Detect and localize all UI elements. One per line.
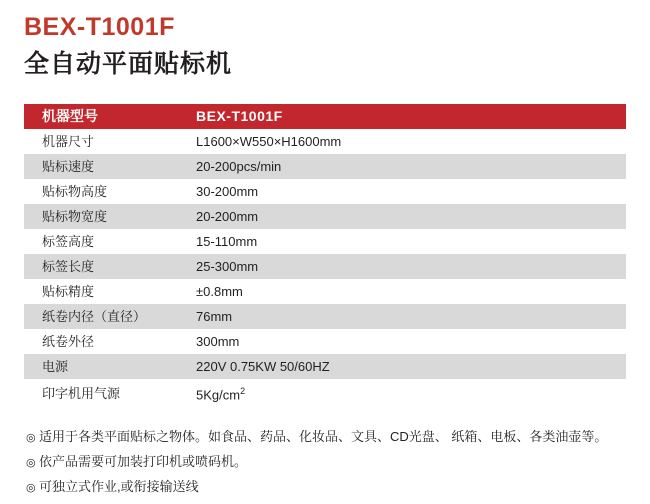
bullet-icon: ◎: [26, 432, 36, 445]
model-code-title: BEX-T1001F: [24, 13, 175, 41]
row-value: 15-110mm: [182, 229, 626, 254]
row-label: 机器尺寸: [24, 129, 182, 154]
bullet-icon: ◎: [26, 457, 36, 470]
table-row: [24, 179, 626, 204]
row-label: 纸卷外径: [24, 329, 182, 354]
notes-list: [24, 425, 626, 500]
table-header-value: BEX-T1001F: [182, 104, 626, 129]
table-row: [24, 254, 626, 279]
table-row: [24, 329, 626, 354]
row-value: 76mm: [182, 304, 626, 329]
specification-table: [24, 104, 626, 407]
row-label: 贴标物高度: [24, 179, 182, 204]
row-value: 30-200mm: [182, 179, 626, 204]
row-label: 电源: [24, 354, 182, 379]
note-text: 依产品需要可加装打印机或喷码机。: [39, 454, 248, 470]
row-value: 20-200mm: [182, 204, 626, 229]
row-value-text: 5Kg/cm: [196, 387, 241, 403]
row-label: 标签高度: [24, 229, 182, 254]
row-label: 纸卷内径（直径）: [24, 304, 182, 329]
note-item: [26, 475, 626, 500]
row-value-superscript: 2: [240, 386, 246, 396]
row-value: ±0.8mm: [182, 279, 626, 304]
table-row: [24, 379, 626, 407]
table-row: [24, 129, 626, 154]
note-item: [26, 450, 626, 475]
table-header-label: 机器型号: [24, 104, 182, 129]
table-row: [24, 204, 626, 229]
bullet-icon: ◎: [26, 482, 36, 495]
row-value: 25-300mm: [182, 254, 626, 279]
table-row: [24, 154, 626, 179]
spec-table-body: [24, 104, 626, 407]
row-label: 贴标物宽度: [24, 204, 182, 229]
row-label: 标签长度: [24, 254, 182, 279]
table-row: [24, 229, 626, 254]
table-header-row: [24, 104, 626, 129]
row-value: 20-200pcs/min: [182, 154, 626, 179]
note-item: [26, 425, 626, 450]
table-row: [24, 279, 626, 304]
row-label: 贴标速度: [24, 154, 182, 179]
row-label: 贴标精度: [24, 279, 182, 304]
table-row: [24, 304, 626, 329]
product-name-title: 全自动平面贴标机: [24, 49, 233, 78]
row-value: 300mm: [182, 329, 626, 354]
note-text: 适用于各类平面贴标之物体。如食品、药品、化妆品、文具、CD光盘、 纸箱、电板、各类油壶等。: [39, 429, 608, 445]
row-label: 印字机用气源: [24, 379, 182, 407]
table-row: [24, 354, 626, 379]
note-text: 可独立式作业,或衔接输送线: [39, 479, 199, 495]
row-value: 220V 0.75KW 50/60HZ: [182, 354, 626, 379]
row-value: L1600×W550×H1600mm: [182, 129, 626, 154]
row-value: [182, 379, 626, 407]
